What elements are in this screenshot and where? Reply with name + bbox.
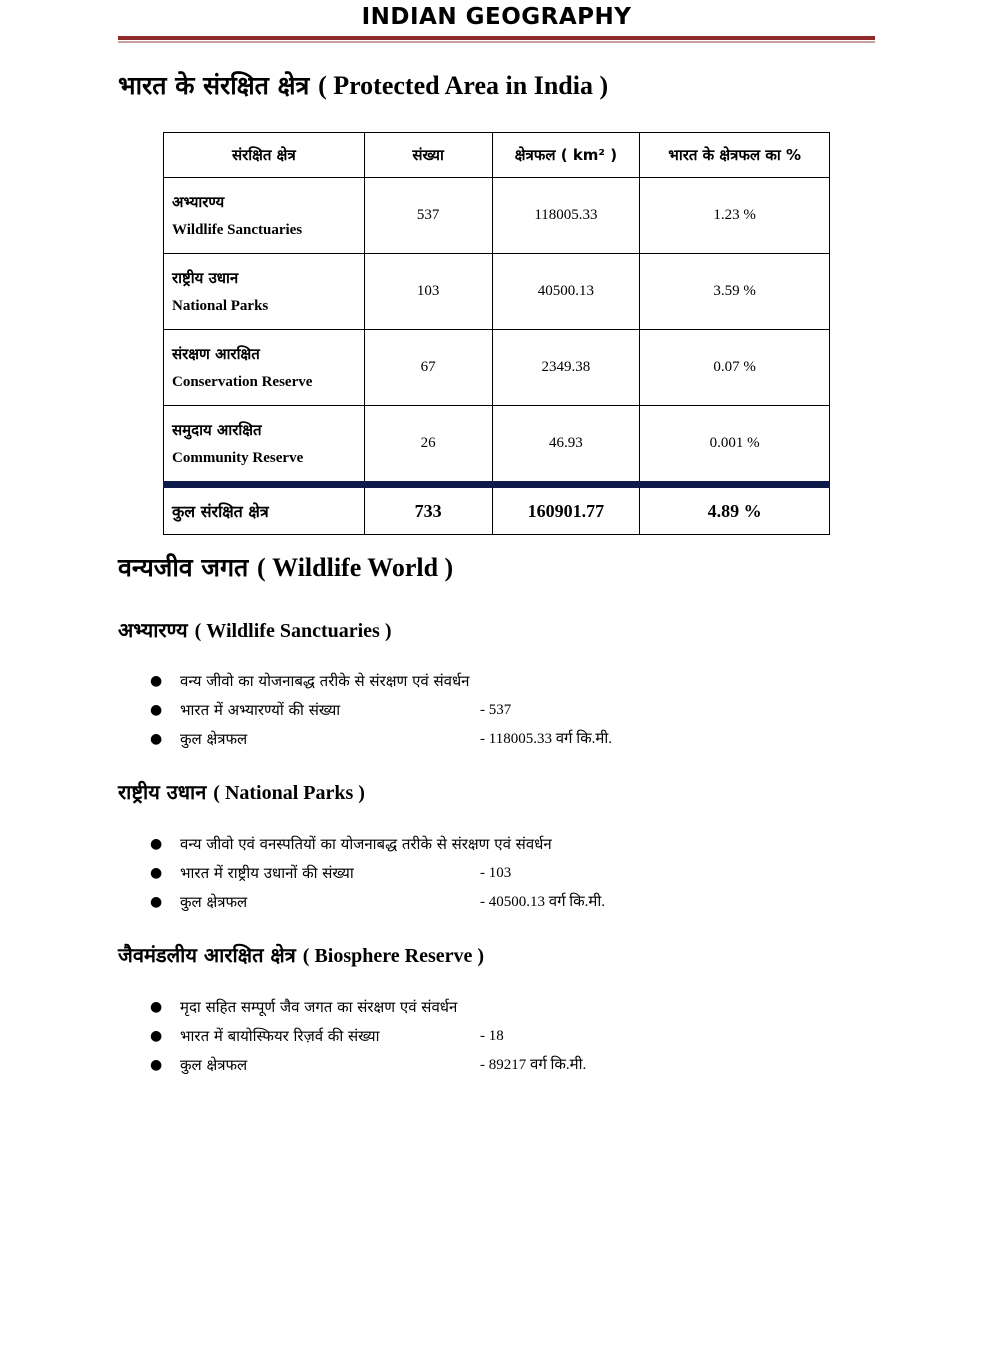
subsection-title-sanctuaries [118,616,392,643]
list-item-text: भारत में राष्ट्रीय उधानों की संख्या [180,864,354,882]
bullet-icon: ● [150,894,163,910]
subsection-title-hi: राष्ट्रीय उधान [118,780,207,804]
row-name-hi: राष्ट्रीय उधान [172,269,239,287]
row-name-en: Conservation Reserve [172,374,313,390]
row-area: 40500.13 [492,254,640,330]
table-header-row [164,133,830,178]
table-total-row [164,485,830,535]
list-item-text: कुल क्षेत्रफल [180,1056,248,1074]
list-item-text: भारत में बायोस्फियर रिज़र्व की संख्या [180,1027,380,1045]
row-area: 118005.33 [492,178,640,254]
row-percent: 3.59 % [640,254,830,330]
subsection-title-hi: अभ्यारण्य [118,618,188,642]
section-title-en: ( Wildlife World ) [257,553,454,582]
row-name-en: National Parks [172,298,269,314]
total-count: 733 [364,485,492,535]
bullet-icon: ● [150,1057,163,1073]
table-row [164,406,830,485]
section-title-wildlife-world [118,550,453,584]
list-item-value: - 118005.33 वर्ग कि.मी. [480,731,612,747]
bullet-icon: ● [150,702,163,718]
list-item-text: कुल क्षेत्रफल [180,730,248,748]
col-header-area: क्षेत्रफल ( km² ) [492,133,640,178]
section-title-hi: वन्यजीव जगत [118,553,249,582]
list-item-text: कुल क्षेत्रफल [180,893,248,911]
row-percent: 0.07 % [640,330,830,406]
list-item-value: - 537 [480,702,512,718]
row-name-hi: अभ्यारण्य [172,193,225,211]
subsection-title-national-parks [118,778,365,805]
bullet-icon: ● [150,673,163,689]
total-label: कुल संरक्षित क्षेत्र [164,485,365,535]
row-count: 26 [364,406,492,485]
row-name-cell [164,330,365,406]
col-header-percent: भारत के क्षेत्रफल का % [640,133,830,178]
table-row [164,330,830,406]
bullet-icon: ● [150,731,163,747]
row-name-en: Community Reserve [172,450,304,466]
subsection-title-en: ( Wildlife Sanctuaries ) [194,620,392,642]
col-header-area-type: संरक्षित क्षेत्र [164,133,365,178]
list-item-text: मृदा सहित सम्पूर्ण जैव जगत का संरक्षण एवं संवर्धन [180,998,458,1016]
table-row [164,254,830,330]
header-rule-thin [118,41,875,43]
list-item-text: वन्य जीवो का योजनाबद्ध तरीके से संरक्षण एवं संवर्धन [180,672,470,690]
row-percent: 1.23 % [640,178,830,254]
row-area: 2349.38 [492,330,640,406]
row-count: 67 [364,330,492,406]
row-area: 46.93 [492,406,640,485]
row-name-cell [164,406,365,485]
row-name-en: Wildlife Sanctuaries [172,222,303,238]
row-name-cell [164,178,365,254]
bullet-icon: ● [150,865,163,881]
list-item-value: - 18 [480,1028,504,1044]
row-percent: 0.001 % [640,406,830,485]
table-row [164,178,830,254]
section-title-en: ( Protected Area in India ) [318,71,609,100]
bullet-icon: ● [150,999,163,1015]
row-name-cell [164,254,365,330]
list-item-value: - 89217 वर्ग कि.मी. [480,1057,587,1073]
row-count: 537 [364,178,492,254]
row-name-hi: समुदाय आरक्षित [172,421,262,439]
row-name-hi: संरक्षण आरक्षित [172,345,260,363]
row-count: 103 [364,254,492,330]
list-item-value: - 103 [480,865,512,881]
page-header-title: INDIAN GEOGRAPHY [361,4,632,30]
col-header-count: संख्या [364,133,492,178]
section-title-protected-area [118,68,608,102]
total-percent: 4.89 % [640,485,830,535]
header-rule [118,36,875,40]
bullet-icon: ● [150,836,163,852]
list-item-text: भारत में अभ्यारण्यों की संख्या [180,701,341,719]
subsection-title-hi: जैवमंडलीय आरक्षित क्षेत्र [118,943,296,967]
list-item-value: - 40500.13 वर्ग कि.मी. [480,894,606,910]
subsection-title-biosphere [118,941,484,968]
protected-area-table [163,132,830,535]
subsection-title-en: ( National Parks ) [213,782,365,804]
list-item-text: वन्य जीवो एवं वनस्पतियों का योजनाबद्ध तरीके से संरक्षण एवं संवर्धन [180,835,552,853]
total-area: 160901.77 [492,485,640,535]
subsection-title-en: ( Biosphere Reserve ) [302,945,485,967]
section-title-hi: भारत के संरक्षित क्षेत्र [118,71,310,100]
bullet-icon: ● [150,1028,163,1044]
